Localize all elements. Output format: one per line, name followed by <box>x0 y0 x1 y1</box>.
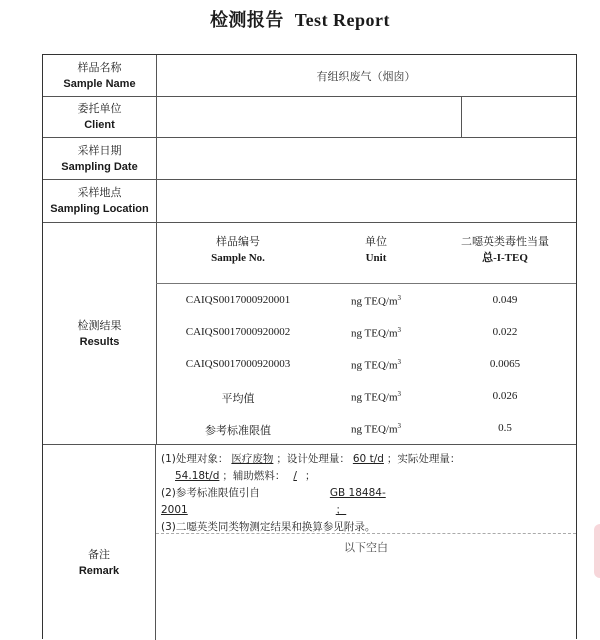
unit-exponent: 3 <box>397 326 402 334</box>
limit-label: 参考标准限值 <box>205 424 271 437</box>
sample-name-label-zh: 样品名称 <box>77 60 122 74</box>
unit-cell <box>320 294 432 308</box>
standard-ref-label: (2)参考标准限值引自 <box>161 487 260 499</box>
unit-exponent: 3 <box>397 422 402 430</box>
table-row <box>156 285 576 317</box>
client-row <box>43 97 576 138</box>
sampling-date-label <box>43 138 157 179</box>
sampling-date-label-en: Sampling Date <box>61 160 138 173</box>
actual-capacity-label: ；实际处理量： <box>386 453 461 465</box>
unit-cell <box>320 326 432 340</box>
client-label-en: Client <box>84 119 115 131</box>
remark-divider <box>156 533 576 534</box>
unit-base: ng TEQ/m <box>350 327 398 340</box>
sampling-location-label <box>43 180 157 222</box>
remark-line-3 <box>161 485 570 519</box>
sample-name-row <box>43 55 576 97</box>
results-table <box>156 223 576 444</box>
results-label <box>43 223 157 444</box>
results-label-zh: 检测结果 <box>77 318 122 332</box>
remark-label-zh: 备注 <box>88 547 110 561</box>
remark-label-en: Remark <box>78 564 120 577</box>
results-label-en: Results <box>79 335 120 348</box>
client-label <box>43 97 157 137</box>
sample-name-label-en: Sample Name <box>63 77 136 90</box>
unit-base: ng TEQ/m <box>350 423 398 436</box>
unit-cell <box>320 358 432 372</box>
table-row <box>156 381 576 413</box>
aux-fuel: / <box>293 470 297 482</box>
sampling-location-label-zh: 采样地点 <box>77 186 122 199</box>
aux-fuel-label: ；辅助燃料： <box>222 470 286 482</box>
sample-id: CAIQS0017000920002 <box>185 326 291 338</box>
sampling-date-value <box>156 138 576 179</box>
unit-exponent: 3 <box>397 294 402 302</box>
line-2-end: ； <box>304 470 316 482</box>
blank-note: 以下空白 <box>344 541 388 554</box>
sampling-date-row <box>43 138 576 180</box>
page-title <box>0 6 600 32</box>
unit-base: ng TEQ/m <box>350 295 398 308</box>
report-table <box>42 54 577 639</box>
unit-exponent: 3 <box>397 390 402 398</box>
results-header <box>156 223 576 284</box>
actual-capacity: 54.18t/d <box>175 470 220 482</box>
teq-value: 0.0065 <box>489 358 521 370</box>
header-unit-zh: 单位 <box>365 235 387 248</box>
design-capacity: 60 t/d <box>352 453 384 465</box>
header-value-en: 总-I-TEQ <box>482 252 528 264</box>
results-row <box>43 223 576 445</box>
average-label: 平均值 <box>221 392 255 405</box>
line-3-end: ； <box>335 504 347 516</box>
header-value <box>432 233 578 267</box>
unit-cell <box>320 390 432 404</box>
sample-id: CAIQS0017000920003 <box>185 358 291 370</box>
header-value-zh: 二噁英类毒性当量 <box>461 235 549 248</box>
table-row <box>156 349 576 381</box>
client-value <box>156 97 576 137</box>
remark-object-label: (1)处理对象： <box>161 453 229 465</box>
sampling-location-label-en: Sampling Location <box>50 203 149 215</box>
sample-name-label <box>43 55 157 96</box>
unit-cell <box>320 422 432 436</box>
remark-label <box>43 445 156 640</box>
header-unit-en: Unit <box>365 252 387 264</box>
stamp-edge <box>594 524 600 578</box>
header-unit <box>320 233 432 267</box>
sampling-date-label-zh: 采样日期 <box>77 143 122 157</box>
remark-row <box>43 445 576 640</box>
table-row <box>156 317 576 349</box>
unit-base: ng TEQ/m <box>350 391 398 404</box>
header-sample-no-en: Sample No. <box>211 252 265 264</box>
sample-id: CAIQS0017000920001 <box>185 294 291 306</box>
remark-line-1 <box>161 451 570 468</box>
title-en: Test Report <box>294 10 391 30</box>
teq-value: 0.022 <box>492 326 518 338</box>
remark-line-4: (3)二噁英类同类物测定结果和换算参见附录。 <box>161 521 376 533</box>
treatment-object: 医疗废物 <box>231 453 274 465</box>
unit-base: ng TEQ/m <box>350 359 398 372</box>
table-row <box>156 413 576 445</box>
header-sample-no-zh: 样品编号 <box>216 235 260 248</box>
standard-code: GB 18484-2001 <box>161 487 386 516</box>
design-capacity-label: ；设计处理量： <box>276 453 350 465</box>
client-divider <box>461 97 462 137</box>
sampling-location-row <box>43 180 576 223</box>
teq-value: 0.026 <box>492 390 518 402</box>
remark-line-2 <box>161 468 570 485</box>
title-zh: 检测报告 <box>209 10 284 31</box>
remark-text <box>161 451 570 536</box>
teq-value: 0.049 <box>492 294 518 306</box>
header-sample-no <box>156 233 320 267</box>
unit-exponent: 3 <box>397 358 402 366</box>
client-label-zh: 委托单位 <box>77 102 122 115</box>
teq-value: 0.5 <box>498 422 512 434</box>
sampling-location-value <box>156 180 576 222</box>
sample-name-value: 有组织废气（烟囱） <box>316 69 416 83</box>
